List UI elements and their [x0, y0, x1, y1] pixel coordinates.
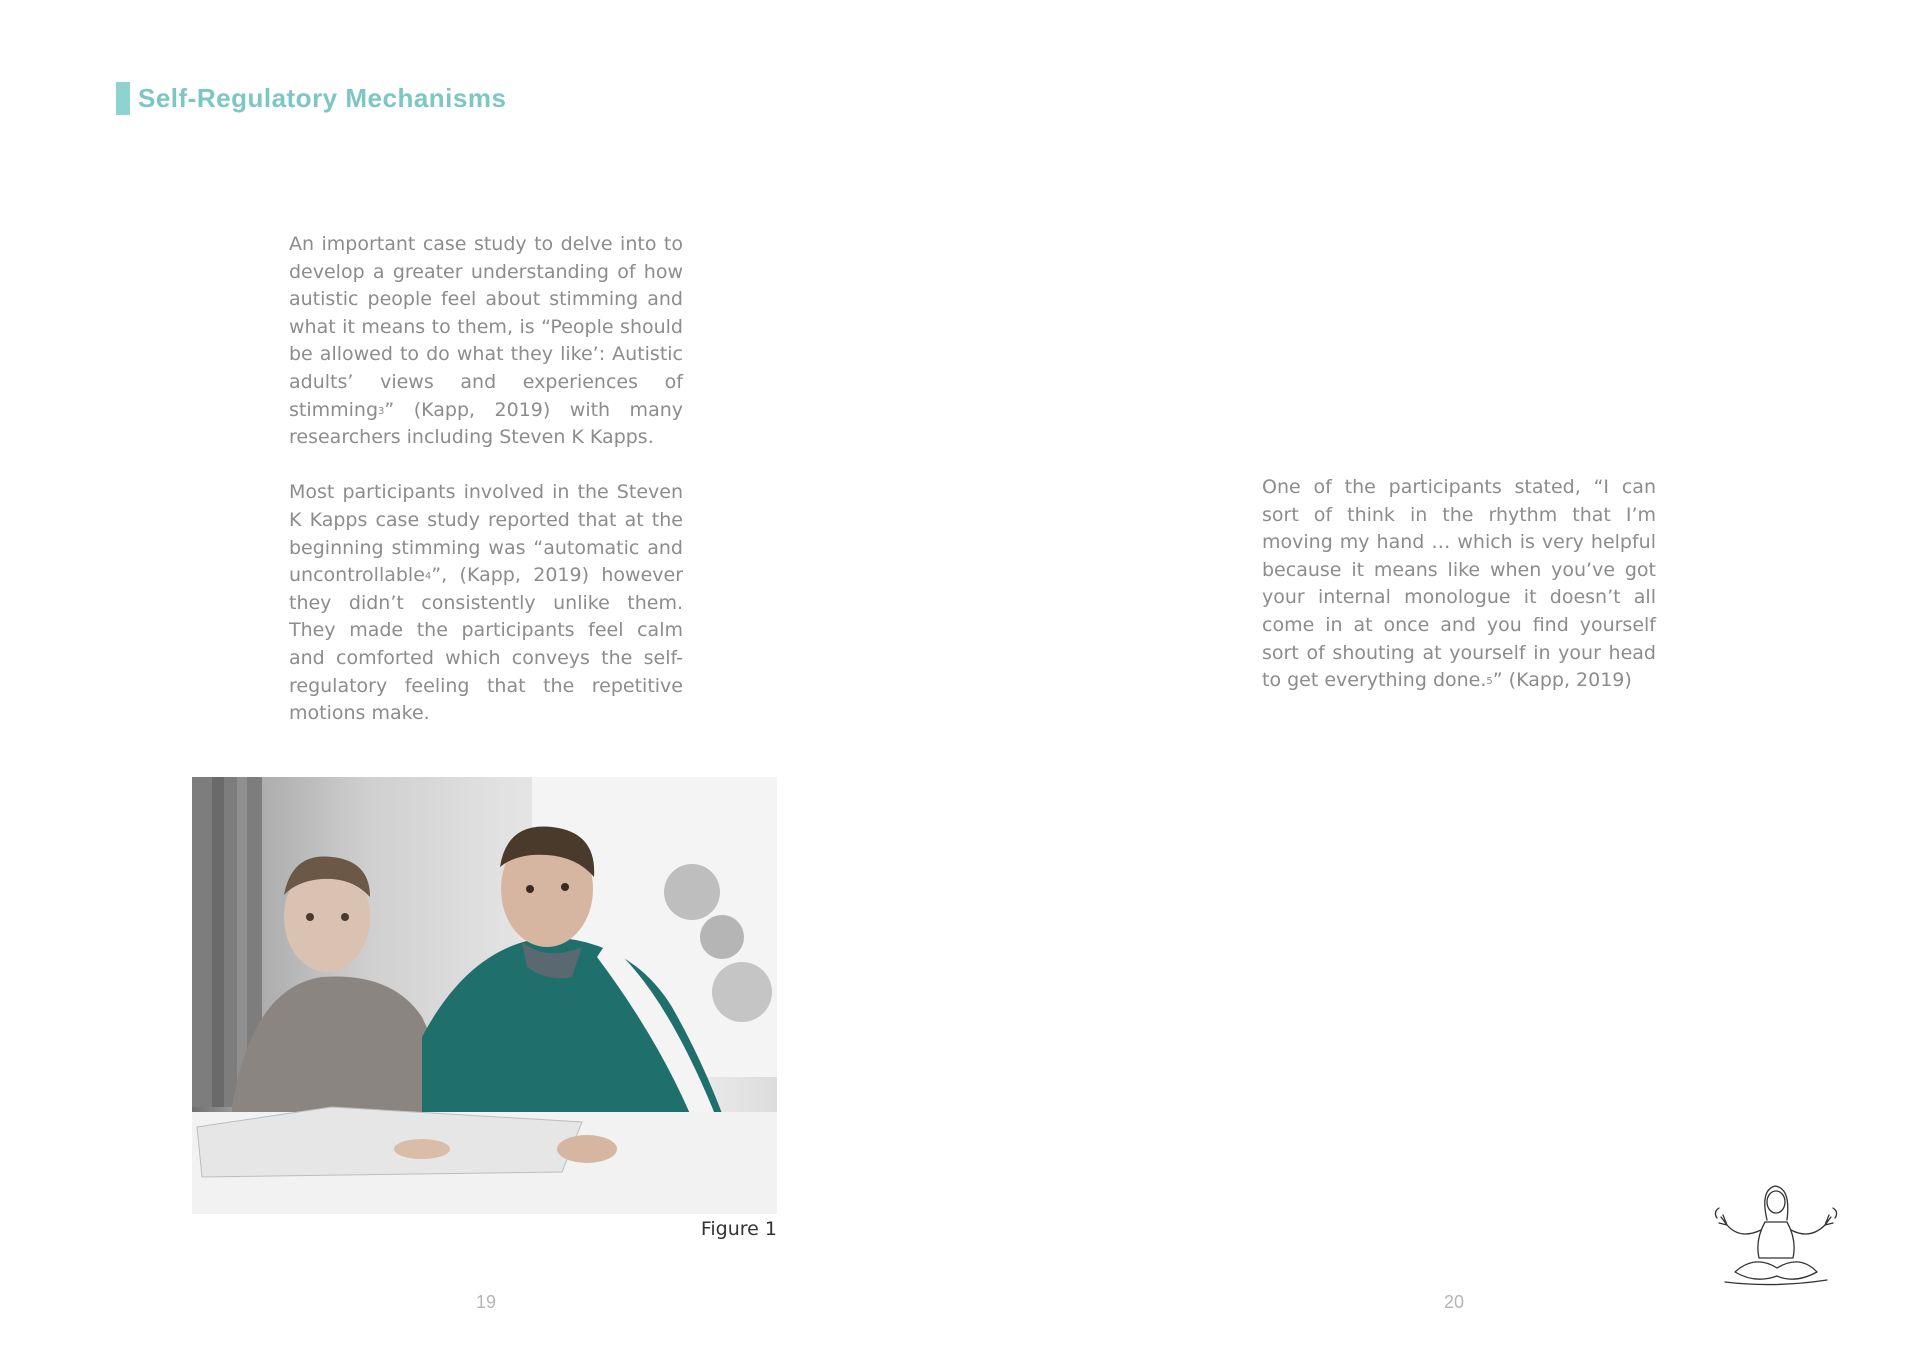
right-body-text — [1262, 474, 1656, 722]
page-number-right: 20 — [1444, 1292, 1465, 1312]
quote-paragraph: One of the participants stated, “I can sort of think in the rhythm that I’m moving my hand … which is very helpful because it means like when you’ve got your internal monologue it doesn’t all come in at once and you find yourself sort of shouting at yourself in your head to get everything done.$^5$” (Kapp, 2019) — [1262, 476, 1656, 692]
right-page — [960, 0, 1920, 1362]
figure-caption: Figure 1 — [700, 1218, 777, 1240]
footnote-ref[interactable]: 5 — [1486, 676, 1493, 688]
section-accent-bar — [116, 82, 130, 115]
figure-photo — [192, 777, 777, 1214]
photo-two-men-at-table — [192, 777, 777, 1214]
footnote-ref[interactable]: 4 — [424, 571, 432, 583]
page-number-left: 19 — [476, 1292, 497, 1312]
paragraph-1: An important case study to delve into to develop a greater understanding of how autistic people feel about stimming and what it means to them, is “People should be allowed to do what they like’: Autistic adults’ views and experiences of stimming$^3$” (Kapp, 2019) with many researchers including Steven K Kapps. — [289, 233, 683, 449]
stimming-person-illustration — [1705, 1180, 1845, 1290]
section-title: Self-Regulatory Mechanisms — [138, 83, 507, 113]
left-body-text — [289, 231, 683, 755]
section-header — [116, 82, 506, 115]
footnote-ref[interactable]: 3 — [378, 405, 385, 417]
paragraph-2: Most participants involved in the Steven K Kapps case study reported that at the beginning stimming was “automatic and uncontrollable$^4$”, (Kapp, 2019) however they didn’t consistently unlike them. They made the participants feel calm and comforted which conveys the self-regulatory feeling that the repetitive motions make. — [289, 481, 683, 725]
